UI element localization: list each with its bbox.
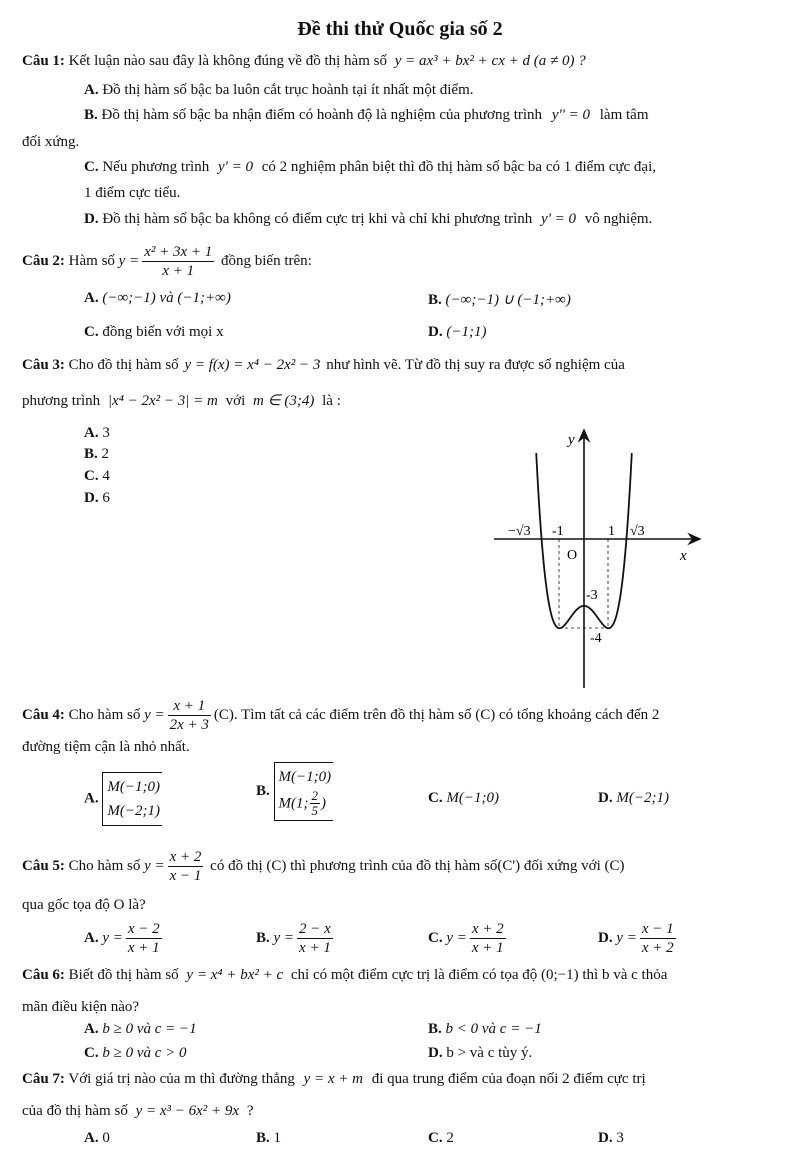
option-formula: y' = 0 (541, 211, 577, 227)
question-3-line2 (22, 391, 341, 410)
fraction (310, 789, 321, 818)
tick-label-one: 1 (608, 524, 615, 539)
q2-option-a[interactable] (84, 290, 231, 307)
denominator: x + 1 (162, 263, 195, 279)
option-text: 6 (102, 490, 110, 506)
option-text: 1 (273, 1130, 282, 1146)
option-text: M(−2;1) (616, 790, 669, 806)
fraction (126, 920, 162, 957)
question-tail: đi qua trung điểm của đoạn nối 2 điểm cực trị (371, 1071, 646, 1087)
text: là : (322, 393, 341, 409)
fraction (470, 920, 506, 957)
question-tail: có đồ thị (C) thì phương trình của đồ thị hàm số(C') đối xứng với (C) (210, 858, 625, 874)
option-label: B. (256, 783, 270, 799)
question-tail: đồng biến trên: (221, 253, 312, 269)
option-text: (−1;1) (446, 324, 487, 340)
option-label: B. (428, 1021, 442, 1037)
question-5-line2: qua gốc tọa độ O là? (22, 897, 146, 913)
option-text: (−∞;−1) ∪ (−1;+∞) (445, 292, 571, 308)
denominator: x − 1 (169, 868, 202, 884)
formula-lhs: y = (118, 253, 140, 269)
q7-option-d[interactable] (598, 1130, 624, 1147)
point: M(−2;1) (107, 803, 160, 819)
option-formula: y'' = 0 (551, 107, 591, 123)
tick-label-neg-one: -1 (552, 524, 564, 539)
question-text: Cho hàm số (68, 858, 141, 874)
option-label: D. (598, 1130, 613, 1146)
option-text: M(−1;0) (446, 790, 499, 806)
option-text: Đồ thị hàm số bậc ba luôn cắt trục hoành tại ít nhất một điểm. (102, 82, 474, 98)
q5-option-b[interactable] (256, 920, 336, 957)
condition: m ∈ (3;4) (253, 393, 315, 409)
formula-lhs: y = (273, 930, 295, 946)
option-text: Đồ thị hàm số bậc ba nhận điểm có hoành độ là nghiệm của phương trình (101, 107, 543, 123)
question-tail: . Tìm tất cả các điểm trên đồ thị hàm số (233, 707, 472, 723)
denominator: 2x + 3 (169, 717, 209, 733)
option-tail: có 2 nghiệm phân biệt thì đồ thị hàm số bậc ba có 1 điểm cực đại, (261, 159, 657, 175)
question-label: Câu 2: (22, 253, 65, 269)
option-label: D. (428, 324, 443, 340)
fraction (168, 697, 211, 734)
question-5 (22, 848, 625, 885)
fraction (168, 848, 204, 885)
point-suffix: ) (321, 795, 327, 812)
question-label: Câu 4: (22, 707, 65, 723)
question-text: Cho hàm số (68, 707, 141, 723)
option-label: D. (84, 490, 99, 506)
numerator: x² + 3x + 1 (144, 244, 213, 260)
numerator: x − 2 (127, 921, 160, 937)
option-label: A. (84, 425, 99, 441)
option-text: đồng biến với mọi x (102, 324, 224, 340)
q6-option-b[interactable] (428, 1021, 542, 1038)
text: với (225, 393, 246, 409)
option-label: C. (428, 1130, 443, 1146)
equation: |x⁴ − 2x² − 3| = m (107, 393, 218, 409)
question-formula: y = f(x) = x⁴ − 2x² − 3 (184, 357, 321, 373)
denominator: x + 2 (641, 940, 674, 956)
q7-option-b[interactable] (256, 1130, 281, 1147)
text: của đồ thị hàm số (22, 1103, 128, 1119)
question-formula: y = x + m (303, 1071, 364, 1087)
x-axis-label: x (680, 548, 687, 564)
option-label: D. (598, 930, 613, 946)
q2-option-d[interactable] (428, 324, 486, 341)
q3-option-c[interactable] (84, 468, 110, 485)
q1-option-c-cont: 1 điểm cực tiểu. (84, 185, 181, 201)
question-6 (22, 967, 667, 984)
option-tail: vô nghiệm. (584, 211, 653, 227)
option-label: A. (84, 790, 99, 807)
question-4-line2: đường tiệm cận là nhỏ nhất. (22, 739, 190, 755)
point-prefix: M(1; (278, 795, 309, 812)
option-label: B. (84, 446, 98, 462)
question-label: Câu 5: (22, 858, 65, 874)
formula-lhs: y = (102, 930, 123, 946)
option-text: (−∞;−1) và (−1;+∞) (102, 290, 231, 306)
option-label: B. (428, 292, 442, 308)
question-tail: như hình vẽ. Từ đồ thị suy ra được số nghiệm của (326, 357, 625, 373)
text: phương trình (22, 393, 101, 409)
tick-label-neg-sqrt3: −√3 (508, 524, 531, 539)
option-text: 4 (102, 468, 110, 484)
tick-label-sqrt3: √3 (630, 524, 645, 539)
option-text: 0 (102, 1130, 110, 1146)
q7-option-c[interactable] (428, 1130, 454, 1147)
option-label: C. (428, 790, 443, 806)
q4-option-d[interactable] (598, 790, 669, 807)
option-bracket (102, 772, 162, 826)
option-text: b > và c tùy ý. (446, 1045, 533, 1061)
formula-lhs: y = (144, 858, 165, 874)
q4-option-a[interactable] (84, 772, 162, 826)
q5-option-a[interactable] (84, 920, 165, 957)
option-label: C. (428, 930, 443, 946)
option-text: 3 (102, 425, 110, 441)
question-text: Biết đồ thị hàm số (68, 967, 179, 983)
curve-name: (C) (213, 707, 234, 723)
q6-option-c[interactable] (84, 1045, 187, 1062)
option-label: B. (84, 107, 98, 123)
q3-option-d[interactable] (84, 490, 110, 507)
option-label: C. (84, 159, 99, 175)
question-7-line2 (22, 1103, 254, 1120)
origin-label: O (567, 548, 578, 563)
option-label: A. (84, 1130, 99, 1146)
option-bracket (274, 762, 334, 821)
y-axis-label: y (568, 432, 575, 448)
question-text: Cho đồ thị hàm số (68, 357, 179, 373)
question-2 (22, 243, 312, 280)
formula-lhs: y = (144, 707, 165, 723)
option-label: C. (84, 468, 99, 484)
option-label: A. (84, 1021, 99, 1037)
question-text: Với giá trị nào của m thì đường thẳng (68, 1071, 295, 1087)
q1-option-b[interactable] (84, 107, 649, 124)
question-label: Câu 1: (22, 53, 65, 69)
denominator: x + 1 (127, 940, 160, 956)
formula-lhs: y = (616, 930, 637, 946)
denominator: 5 (311, 803, 319, 818)
numerator: x + 1 (168, 697, 211, 716)
option-label: A. (84, 290, 99, 306)
question-label: Câu 6: (22, 967, 65, 983)
option-label: D. (84, 211, 99, 227)
question-label: Câu 7: (22, 1071, 65, 1087)
question-tail: chỉ có một điểm cực trị là điểm có tọa độ (0;−1) thì b và c thỏa (290, 967, 668, 983)
function-graph (490, 422, 710, 690)
curve-name: (C) (475, 707, 496, 723)
option-label: D. (428, 1045, 443, 1061)
numerator: 2 − x (299, 921, 331, 937)
option-text: 3 (616, 1130, 624, 1146)
q4-option-b[interactable] (256, 762, 333, 821)
numerator: x + 2 (471, 921, 504, 937)
q5-option-c[interactable] (428, 920, 509, 957)
formula: y = x³ − 6x² + 9x (135, 1103, 240, 1119)
fraction (640, 920, 676, 957)
option-text: b ≥ 0 và c = −1 (102, 1021, 197, 1037)
option-label: B. (256, 930, 270, 946)
option-label: A. (84, 930, 99, 946)
q6-option-d[interactable] (428, 1045, 532, 1062)
option-label: C. (84, 324, 99, 340)
denominator: x + 1 (471, 940, 504, 956)
option-label: C. (84, 1045, 99, 1061)
option-text: Nếu phương trình (102, 159, 210, 175)
denominator: x + 1 (299, 940, 331, 956)
question-6-line2: mãn điều kiện nào? (22, 999, 140, 1015)
q2-option-c[interactable] (84, 324, 224, 341)
q4-option-c[interactable] (428, 790, 499, 807)
formula-lhs: y = (446, 930, 467, 946)
q1-option-d[interactable] (84, 211, 652, 228)
numerator: x + 2 (169, 849, 202, 865)
question-1 (22, 53, 586, 70)
fraction (297, 920, 333, 957)
option-label: A. (84, 82, 99, 98)
question-text: Hàm số (68, 253, 115, 269)
option-text: b < 0 và c = −1 (445, 1021, 542, 1037)
option-label: D. (598, 790, 613, 806)
text: ? (246, 1103, 254, 1119)
q1-option-b-cont: đối xứng. (22, 134, 80, 150)
tick-label-minus4: -4 (590, 631, 602, 646)
question-formula: y = x⁴ + bx² + c (186, 967, 284, 983)
option-text: 2 (101, 446, 110, 462)
question-formula: y = ax³ + bx² + cx + d (a ≠ 0) ? (394, 53, 586, 69)
option-formula: y' = 0 (217, 159, 253, 175)
q3-option-a[interactable] (84, 425, 110, 442)
numerator: 2 (311, 788, 319, 803)
option-label: B. (256, 1130, 270, 1146)
q3-option-b[interactable] (84, 446, 109, 463)
tick-label-minus3: -3 (586, 588, 598, 603)
point: M(−1;0) (107, 779, 160, 795)
numerator: x − 1 (641, 921, 674, 937)
question-tail: có tổng khoảng cách đến 2 (498, 707, 660, 723)
option-text: b ≥ 0 và c > 0 (102, 1045, 187, 1061)
option-text: 2 (446, 1130, 454, 1146)
point: M(−1;0) (278, 769, 332, 785)
question-label: Câu 3: (22, 357, 65, 373)
q6-option-a[interactable] (84, 1021, 197, 1038)
question-text: Kết luận nào sau đây là không đúng về đồ thị hàm số (68, 53, 387, 69)
q1-option-c[interactable] (84, 159, 656, 176)
q7-option-a[interactable] (84, 1130, 110, 1147)
option-tail: làm tâm (599, 107, 649, 123)
question-3 (22, 357, 625, 374)
q2-option-b[interactable] (428, 290, 571, 309)
option-text: Đồ thị hàm số bậc ba không có điểm cực trị khi và chỉ khi phương trình (102, 211, 533, 227)
page-title: Đề thi thử Quốc gia số 2 (297, 18, 503, 40)
question-4 (22, 697, 659, 734)
q1-option-a[interactable] (84, 82, 474, 99)
q5-option-d[interactable] (598, 920, 679, 957)
question-7 (22, 1071, 646, 1088)
fraction (142, 243, 214, 280)
